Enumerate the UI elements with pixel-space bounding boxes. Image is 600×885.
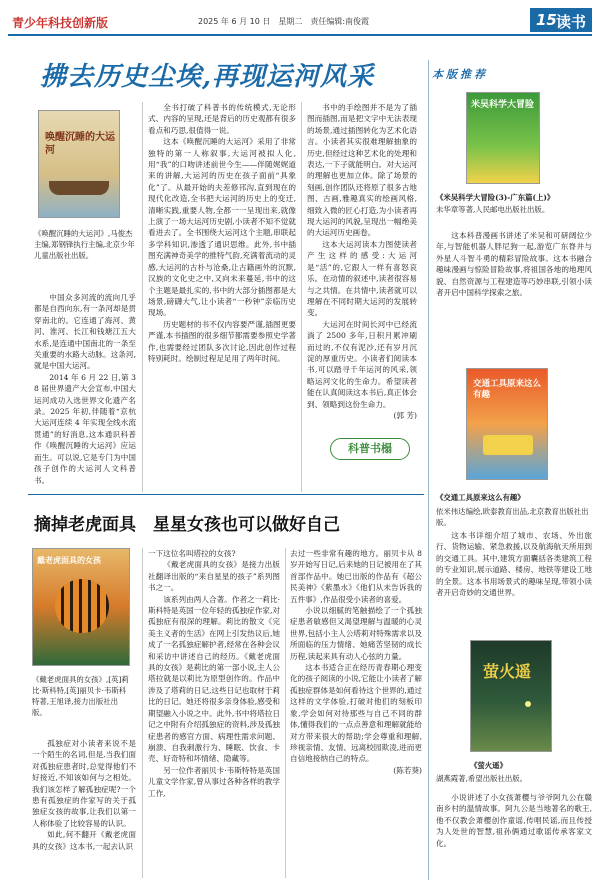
cover-title: 交通工具原来这么有趣 <box>473 379 542 400</box>
paragraph: 这本《唤醒沉睡的大运河》采用了非常独特的第一人称叙事,大运河被拟人化,用“我”的口吻讲述前世今生——伴随娓娓道来的讲解,大运河的历史在孩子面前“具象化”了。从最开始的夫差修邗沟,直到现在的现代化改造,全书把大运河的历史上的变迁,清晰实践,重要人物,全都一一呈现出来,就像上演了一场大运河历史剧,小读者不知不觉就看进去了。全书围绕大运河这个主题,串联起多学科知识,渗透了通识思维。此外,书中插图充满神奇美学的推特气韵,充满着流动的灵感,大运河的古朴与沧桑,让古籍画外的沉默,汉族的文化史之中,又向未来蔓延,书中的这个主题是最扎实的,书中的大部分插图都是大场景,磅礴大气,让小读者“一秒钟”亲临历史现场。 <box>148 137 296 318</box>
paragraph: 小说讲述了小女孩萧樱与爷爷阿九公在赣南乡村的温情故事。阿九公是当地著名的歌王,他不仅教会萧樱创作童谣,传唱民谣,而且传授为人处世的智慧,祖孙俩通过歌谣传承客家文化。 <box>436 793 592 848</box>
paragraph: 小说以细腻的笔触描绘了一个孤独症患者敏感但又渴望理解与温暖的心灵世界,包括小主人公塔莉对特殊需求以及所面临的压力情绪、她痛苦坚韧的成长历程,读起来具有动人心弦的力量。 <box>290 606 422 661</box>
book2-desc <box>436 530 592 598</box>
badge-label: 科普书榻 <box>348 442 392 455</box>
book3-cover <box>470 640 552 752</box>
date-line: 2025 年 6 月 10 日 星期二 责任编辑:南俊霞 <box>198 17 370 26</box>
paragraph: 全书打破了科普书的传统模式,无论形式、内容的呈现,还是背后的历史观都有很多看点和巧思,很值得一说。 <box>148 103 296 135</box>
paragraph: 孤独症对小读者来说不是一个陌生的名词,但是,当我们面对孤独症患者时,总觉得他们不好接近,不知该如何与之相处。我们该怎样了解孤独症呢?一个患有孤独症的作家写的关于孤独症女孩的故事,让我们以第一人称体验了比较容易的认识。 <box>32 739 136 828</box>
paragraph: 该系列由两人合著。作者之一莉比·斯科特是英国一位年轻的孤独症作家,对孤独症有很深的理解。莉比的散文《完美主义者的生活》在网上引发热议后,她成了一名孤独症解护者,经常在各种会议和采访中讲述自己的经历。《戴老虎面具的女孩》是莉比的第一部小说,主人公塔拉就是以莉比为原型创作的。作品中涉及了塔莉的日记,这些日记也取材于莉比的日记。她还将很多亲身体验,感受和期望融入小说之中。此外,书中将塔拉日记之中附有介绍孤独症的资料,涉及孤独症患者的感官方面、病理性需求问题、崩溃、自我刺激行为、睡眠、饮食、卡壳、好奇特和坏情绪、隐藏等。 <box>148 594 280 764</box>
tiger-icon <box>55 579 109 633</box>
article1-col3 <box>307 102 417 421</box>
book1-cover <box>466 92 540 184</box>
book3-title: 《萤火遥》 <box>470 761 507 770</box>
section-rule <box>28 494 424 495</box>
paragraph: 一下这位名叫塔拉的女孩? <box>148 549 236 558</box>
page-number: 15 <box>536 11 557 29</box>
article2-headline: 摘掉老虎面具 星星女孩也可以做好自己 <box>34 515 340 535</box>
cover-boat-icon <box>49 181 109 195</box>
divider <box>285 548 286 878</box>
logo-text: 青少年科技创新版 <box>12 16 109 30</box>
article2-col1 <box>32 738 136 852</box>
book1-desc <box>436 230 592 298</box>
cover-title: 唤醒沉睡的大运河 <box>45 132 115 156</box>
cover-title: 萤火遥 <box>483 662 532 681</box>
cover-title: 戴老虎面具的女孩 <box>37 555 101 565</box>
paragraph: 另一位作者丽贝卡·韦斯特特是英国儿童文学作家,曾从事过各种各样的教学工作, <box>148 765 280 798</box>
book3-desc <box>436 792 592 849</box>
paragraph: 大运河在时间长河中已经流淌了 2500 多年,日积月累冲刷而过的,不仅有泥沙,还有岁月沉淀的厚重历史。小读者们阅读本书,可以踏寻千年运河的风采,领略运河文化的生命力。希望读者能在认真阅读这本书后,真正体会到、领略到这份生命力。 <box>307 319 417 409</box>
paragraph: 中国众多河流的流向几乎都是自西向东,有一条河却是贯穿南北的。它连通了海河、黄河、淮河、长江和钱塘江五大水系,是连通中国南北的一条至关重要的水路大动脉。这条河,就是中国大运河。 <box>34 293 136 371</box>
article1-col1 <box>34 292 136 486</box>
paragraph: 这本科普漫画书讲述了米吴和可研阔位少年,与智能机器人胖尼狗一起,游览广东脊井与外星人斗智斗勇的精彩冒险故事。这本书融合趣味漫画与惊险冒险故事,将祖国各地的地理风貌、自然资源与工程建造等巧妙串联,引领小读者开启中国科学探索之旅。 <box>436 231 592 298</box>
truck-icon <box>483 435 533 455</box>
paragraph: 去过一些非常有趣的地方。丽贝卡从 8 岁开始写日记,后来她的日记被用在了其首部作品中。她已出版的作品有《超公民美神》《紫墨水》《他们从未告诉我的五件事》,作品很受小读者的喜爱。 <box>290 549 422 604</box>
column-badge <box>330 438 410 460</box>
article1-col2 <box>148 102 296 364</box>
book2-cover <box>466 368 548 480</box>
article2-author: (陈若葵) <box>393 765 422 775</box>
section-name: 读书 <box>556 13 587 31</box>
firefly-icon <box>525 701 531 707</box>
header-rule <box>8 34 592 36</box>
article2-col2 <box>148 548 280 799</box>
divider <box>142 102 143 492</box>
article2-caption: 《戴老虎面具的女孩》,[英]莉比·斯科特,[英]丽贝卡·韦斯科特著,王旭译,接力出版社出版。 <box>32 675 129 717</box>
sidebar-heading: 本版推荐 <box>432 68 488 81</box>
article2-cover <box>32 548 130 666</box>
paragraph: 历史题材的书不仅内容要严谨,插图更要严谨,本书插图的很多细节都需要参照史学著作,也需要经过团队多次讨论,因此创作过程特别耗时。绘制过程足足用了两年时间。 <box>148 319 296 363</box>
article1-author: (郭 芳) <box>393 410 417 420</box>
book2-title: 《交通工具原来这么有趣》 <box>436 493 525 502</box>
sidebar-divider <box>428 60 429 880</box>
article2-col3 <box>290 548 422 776</box>
masthead <box>8 8 592 34</box>
paragraph: 这本书适合正在经历青春期心理变化的孩子阅读的小说,它能让小读者了解孤独症群体是如何看待这个世界的,通过这样的文学体验,打破对他们的刻板印象,学会如何对待那些与自己不同的群体,懂得我们的一点点善意和理解就能给对方带来很大的帮助;学会尊重和理解,珍视亲情、友情、远离校园欺凌,进而更自信地接纳自己的特点。 <box>290 663 422 764</box>
book1-title: 《米吴科学大冒险(3)-广东篇(上)》 <box>436 193 555 202</box>
article1-cover <box>38 110 120 218</box>
book3-publisher: 湖燕霞著,希望出版社出版。 <box>436 774 528 783</box>
paragraph: 《戴老虎面具的女孩》是接力出版社翻译出版的“来自星星的孩子”系列图书之一。 <box>148 560 280 593</box>
paragraph: 如此,何不翻开《戴老虎面具的女孩》这本书,一起去认识 <box>32 830 136 851</box>
paragraph: 这本大运河读本力图使读者产生这样的感受:大运河是“活”的,它跟人一样有喜怒哀乐。在动情的叙述中,读者很容易与之共情。在共情中,读者就可以理解在不同时期大运河的发展转变。 <box>307 239 417 318</box>
page-tag <box>530 8 592 32</box>
book2-publisher: 依米伟达编绘,欧泰教育出品,北京教育出版社出版。 <box>436 507 589 527</box>
article1-caption: 《唤醒沉睡的大运河》,马俊杰主编,郑钢锋执行主编,北京少年儿童出版社出版。 <box>34 229 135 260</box>
cover-title: 米吴科学大冒险 <box>471 100 535 110</box>
divider <box>301 102 302 492</box>
article1-headline: 拂去历史尘埃,再现运河风采 <box>40 62 375 92</box>
divider <box>142 548 143 878</box>
logo <box>12 14 108 31</box>
book1-publisher: 未华章等著,人民邮电出版社出版。 <box>436 205 550 214</box>
paragraph: 这本书详细介绍了城市、农场、外出旅行、货物运输、紧急救援,以及航海航天所用到的交通工具。其中,建筑方面囊括各类建筑工程的专业知识,展示道路、楼房、地铁等建设工地的全景。这本书用场景式的趣味呈现,带领小读者开启奇妙的交通世界。 <box>436 531 592 598</box>
paragraph: 2014 年 6 月 22 日,第 38 届世界遗产大会宣布,中国大运河成功入选世界文化遗产名录。2025 年初,伴随着“京杭大运河连续 4 年实现全线水流贯通”的好消息,这本通识科普作《唤醒沉睡的大运河》应运而生。可以说,它是专门为中国孩子创作的大运河人文科普书。 <box>34 372 136 485</box>
paragraph: 书中的手绘图并不是为了插图而插图,而是把文字中无法表现的场景,通过插图转化为艺术化语言。小读者其实很难理解抽象的历史,但经过这种艺术化的处理和表达,一下子就能明白。对大运河的理解也更加立体。除了场景的刻画,创作团队还将原了很多古地图、古画,雅趣真实的绘画风格,细致入微的匠心打造,为小读者再现大运河的风貌,呈现出一幅绝美的大运河历史画卷。 <box>307 103 417 238</box>
